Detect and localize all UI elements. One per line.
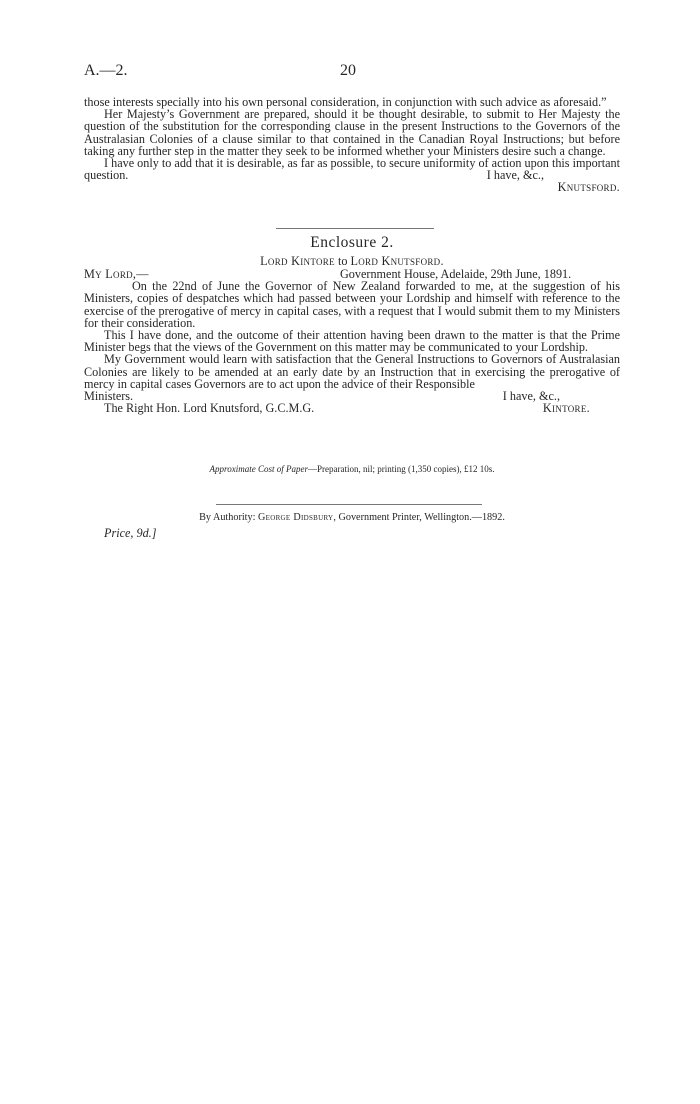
footer-rule — [216, 504, 482, 505]
authority-prefix: By Authority: — [199, 512, 256, 523]
printer-name: George Didsbury — [257, 512, 334, 523]
addressee-line — [84, 402, 620, 414]
paragraph-3-text: I have only to add that it is desirable, as far as possible, to secure uniformity of action upon this important question. — [84, 156, 620, 183]
salutation: My Lord,— — [84, 267, 149, 281]
cost-line — [84, 464, 620, 474]
enclosure-close: I have, &c., — [502, 389, 560, 404]
enclosure-dest: Lord Knutsford. — [350, 254, 444, 268]
cost-label: Approximate Cost of Paper — [209, 464, 308, 474]
enclosure-from: Lord Kintore — [260, 254, 335, 268]
divider-rule — [276, 228, 434, 229]
enclosure-p3-end: Ministers. — [84, 389, 134, 404]
price-label: Price, 9d.] — [104, 526, 157, 540]
closing-line: I have, &c., — [486, 168, 544, 183]
authority-suffix: , Government Printer, Wellington.—1892. — [333, 512, 505, 523]
enclosure-paragraph-2: This I have done, and the outcome of their attention having been drawn to the matter is that the Prime Minister begs that the views of the Government on this matter may be communicated to your Lordship. — [84, 328, 620, 355]
enclosure-paragraph-1: On the 22nd of June the Governor of New Zealand forwarded to me, at the suggestion of his Ministers, copies of despatches which had passed between your Lordship and himself with reference to the exercise of the prerogative of mercy in capital cases, with a request that I would submit them to my Ministers for their consideration. — [84, 279, 620, 330]
enclosure-paragraph-3: My Government would learn with satisfaction that the General Instructions to Governors of Australasian Colonies are likely to be amended at an early date by an Instruction that in exercising the prerogative of mercy in capital cases Governors are to act upon the advice of their Responsible — [84, 352, 620, 391]
addressee: The Right Hon. Lord Knutsford, G.C.M.G. — [104, 401, 315, 416]
page-number: 20 — [340, 62, 356, 79]
place-date: Government House, Adelaide, 29th June, 1891. — [340, 267, 572, 281]
cost-text: —Preparation, nil; printing (1,350 copies), £12 10s. — [307, 464, 495, 474]
authority-line — [84, 512, 620, 523]
paragraph-2: Her Majesty’s Government are prepared, should it be thought desirable, to submit to Her Majesty the question of the substitution for the corresponding clause in the present Instructions to the Governors of the Australasian Colonies of a clause similar to that contained in the Canadian Royal Instructions; but before taking any further step in the matter they seek to be informed whether your Ministers desire such a change. — [84, 107, 620, 158]
letter-body — [84, 96, 620, 194]
enclosure-body — [84, 268, 620, 414]
series-label: A.—2. — [84, 62, 128, 79]
paragraph-1: those interests specially into his own personal consideration, in conjunction with such advice as aforesaid.” — [84, 95, 607, 109]
enclosure-signature: Kintore. — [542, 401, 590, 416]
enclosure-title: Enclosure 2. — [310, 234, 394, 251]
enclosure-to-word: to — [337, 254, 348, 268]
signature: Knutsford. — [557, 180, 620, 195]
